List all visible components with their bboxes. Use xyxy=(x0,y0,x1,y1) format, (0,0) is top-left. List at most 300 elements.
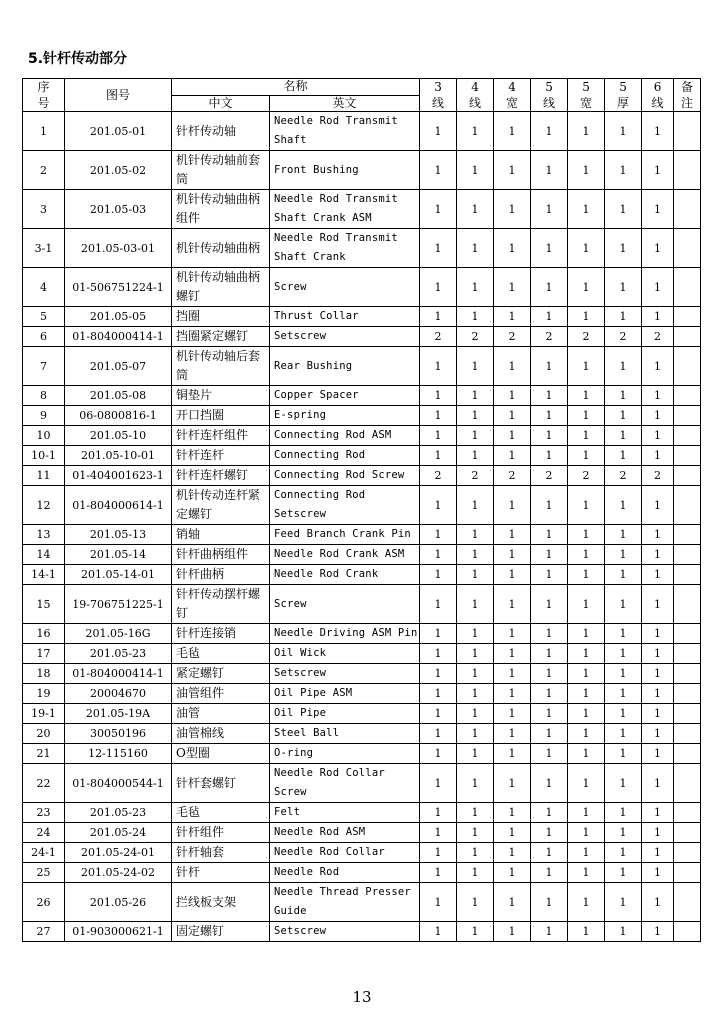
cell-qty: 1 xyxy=(531,744,568,764)
cell-name-cn: 针杆连杆 xyxy=(172,446,270,466)
section-title: 5.针杆传动部分 xyxy=(28,51,128,67)
cell-seq: 2 xyxy=(23,151,65,190)
cell-qty: 1 xyxy=(531,922,568,942)
cell-qty: 1 xyxy=(531,426,568,446)
cell-seq: 25 xyxy=(23,863,65,883)
cell-qty: 1 xyxy=(531,307,568,327)
cell-qty: 1 xyxy=(568,922,605,942)
cell-qty: 1 xyxy=(531,347,568,386)
cell-remark xyxy=(674,386,701,406)
cell-qty: 1 xyxy=(605,406,642,426)
cell-qty: 1 xyxy=(494,644,531,664)
cell-seq: 26 xyxy=(23,883,65,922)
cell-drawing-no: 12-115160 xyxy=(65,744,172,764)
table-row xyxy=(23,883,701,922)
cell-seq: 17 xyxy=(23,644,65,664)
table-row xyxy=(23,624,701,644)
cell-qty: 1 xyxy=(605,724,642,744)
cell-qty: 1 xyxy=(494,486,531,525)
cell-qty: 1 xyxy=(494,151,531,190)
cell-qty: 1 xyxy=(420,863,457,883)
cell-name-en: O-ring xyxy=(270,744,420,764)
cell-drawing-no: 20004670 xyxy=(65,684,172,704)
cell-name-en: Needle Rod Crank xyxy=(270,565,420,585)
cell-qty: 1 xyxy=(420,307,457,327)
cell-drawing-no: 01-804000614-1 xyxy=(65,486,172,525)
cell-name-en: Copper Spacer xyxy=(270,386,420,406)
cell-qty: 1 xyxy=(531,229,568,268)
cell-qty: 1 xyxy=(642,803,674,823)
table-row xyxy=(23,486,701,525)
cell-name-cn: 机针传动轴后套筒 xyxy=(172,347,270,386)
cell-qty: 1 xyxy=(605,426,642,446)
cell-qty: 1 xyxy=(642,190,674,229)
table-row xyxy=(23,268,701,307)
cell-qty: 1 xyxy=(420,151,457,190)
cell-qty: 1 xyxy=(420,545,457,565)
cell-name-cn: 机针传动轴曲柄螺钉 xyxy=(172,268,270,307)
cell-qty: 1 xyxy=(420,229,457,268)
cell-qty: 1 xyxy=(494,744,531,764)
cell-qty: 1 xyxy=(531,644,568,664)
cell-remark xyxy=(674,327,701,347)
cell-qty: 1 xyxy=(420,624,457,644)
header-seq: 序 号 xyxy=(23,79,65,112)
cell-qty: 2 xyxy=(420,466,457,486)
cell-name-cn: 油管 xyxy=(172,704,270,724)
cell-qty: 1 xyxy=(457,684,494,704)
cell-drawing-no: 201.05-14 xyxy=(65,545,172,565)
cell-qty: 1 xyxy=(457,229,494,268)
cell-qty: 1 xyxy=(457,545,494,565)
table-header xyxy=(23,79,701,112)
page-number: 13 xyxy=(352,988,372,1006)
table-row xyxy=(23,545,701,565)
cell-qty: 1 xyxy=(494,823,531,843)
cell-seq: 3 xyxy=(23,190,65,229)
table-row xyxy=(23,863,701,883)
cell-name-cn: 铜垫片 xyxy=(172,386,270,406)
cell-name-cn: 油管组件 xyxy=(172,684,270,704)
header-model-5-thick: 5 厚 xyxy=(605,79,642,112)
cell-qty: 1 xyxy=(531,764,568,803)
cell-remark xyxy=(674,724,701,744)
cell-qty: 1 xyxy=(494,883,531,922)
cell-name-en: Setscrew xyxy=(270,327,420,347)
cell-qty: 1 xyxy=(605,823,642,843)
cell-qty: 1 xyxy=(568,624,605,644)
cell-seq: 5 xyxy=(23,307,65,327)
cell-qty: 1 xyxy=(568,426,605,446)
cell-qty: 1 xyxy=(605,922,642,942)
cell-qty: 1 xyxy=(642,151,674,190)
cell-qty: 1 xyxy=(531,190,568,229)
cell-qty: 1 xyxy=(568,704,605,724)
cell-name-en: Thrust Collar xyxy=(270,307,420,327)
cell-drawing-no: 01-804000414-1 xyxy=(65,327,172,347)
cell-qty: 1 xyxy=(420,190,457,229)
cell-qty: 1 xyxy=(457,268,494,307)
cell-qty: 1 xyxy=(642,664,674,684)
table-row xyxy=(23,922,701,942)
cell-name-en: Screw xyxy=(270,268,420,307)
cell-qty: 1 xyxy=(642,764,674,803)
cell-qty: 1 xyxy=(457,565,494,585)
cell-qty: 1 xyxy=(494,112,531,151)
header-name: 名称 xyxy=(172,79,420,96)
cell-drawing-no: 201.05-07 xyxy=(65,347,172,386)
cell-drawing-no: 30050196 xyxy=(65,724,172,744)
cell-name-en: Connecting Rod ASM xyxy=(270,426,420,446)
cell-qty: 1 xyxy=(494,664,531,684)
cell-remark xyxy=(674,863,701,883)
cell-qty: 1 xyxy=(420,684,457,704)
cell-name-en: Oil Wick xyxy=(270,644,420,664)
cell-seq: 11 xyxy=(23,466,65,486)
table-row xyxy=(23,466,701,486)
cell-qty: 1 xyxy=(494,446,531,466)
cell-drawing-no: 01-903000621-1 xyxy=(65,922,172,942)
cell-qty: 1 xyxy=(531,585,568,624)
cell-qty: 1 xyxy=(605,585,642,624)
cell-name-cn: 拦线板支架 xyxy=(172,883,270,922)
cell-qty: 1 xyxy=(531,486,568,525)
cell-qty: 1 xyxy=(457,883,494,922)
cell-seq: 16 xyxy=(23,624,65,644)
table-row xyxy=(23,704,701,724)
cell-name-cn: 毛毡 xyxy=(172,803,270,823)
cell-qty: 1 xyxy=(420,644,457,664)
table-row xyxy=(23,190,701,229)
header-en: 英文 xyxy=(270,95,420,112)
cell-qty: 1 xyxy=(642,644,674,664)
cell-drawing-no: 01-804000544-1 xyxy=(65,764,172,803)
cell-qty: 1 xyxy=(420,525,457,545)
cell-name-cn: 针杆连杆螺钉 xyxy=(172,466,270,486)
cell-qty: 1 xyxy=(494,386,531,406)
cell-qty: 1 xyxy=(420,704,457,724)
cell-name-en: Steel Ball xyxy=(270,724,420,744)
cell-name-cn: 固定螺钉 xyxy=(172,922,270,942)
cell-qty: 1 xyxy=(605,843,642,863)
cell-seq: 9 xyxy=(23,406,65,426)
cell-remark xyxy=(674,347,701,386)
cell-qty: 1 xyxy=(531,843,568,863)
cell-remark xyxy=(674,624,701,644)
cell-qty: 1 xyxy=(568,724,605,744)
cell-qty: 1 xyxy=(605,486,642,525)
cell-qty: 1 xyxy=(420,386,457,406)
table-body xyxy=(23,112,701,942)
cell-qty: 1 xyxy=(531,112,568,151)
cell-seq: 14 xyxy=(23,545,65,565)
cell-qty: 1 xyxy=(457,724,494,744)
cell-drawing-no: 201.05-24-01 xyxy=(65,843,172,863)
cell-name-en: Feed Branch Crank Pin xyxy=(270,525,420,545)
cell-qty: 1 xyxy=(568,843,605,863)
cell-remark xyxy=(674,151,701,190)
cell-seq: 1 xyxy=(23,112,65,151)
cell-qty: 1 xyxy=(642,922,674,942)
cell-qty: 1 xyxy=(531,386,568,406)
cell-qty: 1 xyxy=(531,268,568,307)
cell-qty: 1 xyxy=(605,151,642,190)
table-row xyxy=(23,803,701,823)
cell-qty: 1 xyxy=(531,863,568,883)
cell-name-en: Setscrew xyxy=(270,664,420,684)
cell-seq: 24-1 xyxy=(23,843,65,863)
cell-remark xyxy=(674,922,701,942)
cell-qty: 1 xyxy=(642,843,674,863)
cell-qty: 1 xyxy=(605,704,642,724)
cell-qty: 1 xyxy=(457,585,494,624)
cell-qty: 2 xyxy=(605,327,642,347)
cell-qty: 1 xyxy=(457,307,494,327)
cell-name-cn: 挡圈 xyxy=(172,307,270,327)
cell-drawing-no: 201.05-01 xyxy=(65,112,172,151)
cell-name-cn: 机针传动轴曲柄 xyxy=(172,229,270,268)
cell-qty: 2 xyxy=(494,466,531,486)
cell-qty: 1 xyxy=(568,545,605,565)
cell-drawing-no: 201.05-24-02 xyxy=(65,863,172,883)
cell-drawing-no: 01-506751224-1 xyxy=(65,268,172,307)
cell-name-cn: 紧定螺钉 xyxy=(172,664,270,684)
cell-qty: 1 xyxy=(494,565,531,585)
cell-qty: 1 xyxy=(494,585,531,624)
cell-qty: 1 xyxy=(605,446,642,466)
table-row xyxy=(23,327,701,347)
cell-drawing-no: 201.05-19A xyxy=(65,704,172,724)
cell-qty: 1 xyxy=(568,268,605,307)
cell-qty: 1 xyxy=(494,863,531,883)
cell-qty: 1 xyxy=(457,446,494,466)
cell-qty: 1 xyxy=(605,664,642,684)
cell-qty: 1 xyxy=(420,922,457,942)
cell-name-cn: 针杆套螺钉 xyxy=(172,764,270,803)
cell-qty: 1 xyxy=(420,268,457,307)
cell-qty: 1 xyxy=(642,724,674,744)
header-model-3-line: 3 线 xyxy=(420,79,457,112)
cell-qty: 1 xyxy=(420,347,457,386)
cell-qty: 1 xyxy=(457,347,494,386)
cell-qty: 1 xyxy=(568,229,605,268)
header-drawing-no: 图号 xyxy=(65,79,172,112)
cell-name-en: Oil Pipe ASM xyxy=(270,684,420,704)
cell-qty: 1 xyxy=(568,112,605,151)
cell-remark xyxy=(674,112,701,151)
cell-qty: 1 xyxy=(494,307,531,327)
cell-qty: 1 xyxy=(642,446,674,466)
cell-qty: 1 xyxy=(531,545,568,565)
cell-qty: 1 xyxy=(457,704,494,724)
cell-qty: 1 xyxy=(642,585,674,624)
cell-qty: 1 xyxy=(494,724,531,744)
cell-qty: 1 xyxy=(568,525,605,545)
cell-qty: 1 xyxy=(568,664,605,684)
cell-qty: 1 xyxy=(494,843,531,863)
cell-qty: 2 xyxy=(457,466,494,486)
cell-qty: 2 xyxy=(642,327,674,347)
cell-qty: 1 xyxy=(531,684,568,704)
cell-qty: 1 xyxy=(642,386,674,406)
table-row xyxy=(23,386,701,406)
cell-seq: 15 xyxy=(23,585,65,624)
table-row xyxy=(23,565,701,585)
cell-name-cn: 针杆曲柄组件 xyxy=(172,545,270,565)
cell-qty: 1 xyxy=(568,644,605,664)
cell-drawing-no: 19-706751225-1 xyxy=(65,585,172,624)
cell-remark xyxy=(674,486,701,525)
cell-seq: 10-1 xyxy=(23,446,65,466)
cell-qty: 1 xyxy=(494,803,531,823)
cell-name-cn: 机针传动连杆紧定螺钉 xyxy=(172,486,270,525)
header-model-4-wide: 4 宽 xyxy=(494,79,531,112)
cell-name-en: Needle Driving ASM Pin xyxy=(270,624,420,644)
cell-name-en: Setscrew xyxy=(270,922,420,942)
cell-qty: 1 xyxy=(420,585,457,624)
table-row xyxy=(23,585,701,624)
cell-qty: 1 xyxy=(531,724,568,744)
cell-name-en: Connecting Rod Setscrew xyxy=(270,486,420,525)
cell-qty: 1 xyxy=(642,307,674,327)
cell-name-en: E-spring xyxy=(270,406,420,426)
cell-remark xyxy=(674,565,701,585)
table-row xyxy=(23,426,701,446)
cell-remark xyxy=(674,823,701,843)
cell-seq: 23 xyxy=(23,803,65,823)
header-model-4-line: 4 线 xyxy=(457,79,494,112)
cell-name-en: Connecting Rod Screw xyxy=(270,466,420,486)
cell-qty: 1 xyxy=(494,684,531,704)
cell-drawing-no: 201.05-03 xyxy=(65,190,172,229)
cell-remark xyxy=(674,644,701,664)
cell-name-cn: 针杆轴套 xyxy=(172,843,270,863)
cell-drawing-no: 201.05-24 xyxy=(65,823,172,843)
cell-qty: 1 xyxy=(420,112,457,151)
cell-qty: 1 xyxy=(605,268,642,307)
cell-qty: 1 xyxy=(531,406,568,426)
cell-qty: 1 xyxy=(457,386,494,406)
cell-qty: 1 xyxy=(605,883,642,922)
cell-qty: 1 xyxy=(642,426,674,446)
cell-qty: 1 xyxy=(531,664,568,684)
cell-qty: 1 xyxy=(642,883,674,922)
cell-drawing-no: 201.05-10-01 xyxy=(65,446,172,466)
cell-qty: 1 xyxy=(420,843,457,863)
header-cn: 中文 xyxy=(172,95,270,112)
cell-drawing-no: 06-0800816-1 xyxy=(65,406,172,426)
cell-remark xyxy=(674,803,701,823)
cell-qty: 1 xyxy=(642,624,674,644)
cell-remark xyxy=(674,268,701,307)
cell-seq: 22 xyxy=(23,764,65,803)
cell-drawing-no: 201.05-08 xyxy=(65,386,172,406)
cell-seq: 20 xyxy=(23,724,65,744)
cell-qty: 1 xyxy=(494,624,531,644)
cell-qty: 1 xyxy=(642,863,674,883)
table-row xyxy=(23,406,701,426)
cell-qty: 1 xyxy=(494,347,531,386)
cell-qty: 1 xyxy=(457,644,494,664)
cell-name-en: Needle Rod Collar xyxy=(270,843,420,863)
cell-qty: 1 xyxy=(420,664,457,684)
header-model-5-line: 5 线 xyxy=(531,79,568,112)
cell-seq: 27 xyxy=(23,922,65,942)
cell-name-en: Screw xyxy=(270,585,420,624)
cell-qty: 1 xyxy=(568,151,605,190)
cell-qty: 1 xyxy=(531,565,568,585)
header-remark: 备 注 xyxy=(674,79,701,112)
cell-drawing-no: 201.05-14-01 xyxy=(65,565,172,585)
cell-qty: 1 xyxy=(568,744,605,764)
cell-drawing-no: 201.05-23 xyxy=(65,803,172,823)
cell-qty: 1 xyxy=(531,823,568,843)
cell-qty: 1 xyxy=(457,664,494,684)
cell-name-en: Needle Thread Presser Guide xyxy=(270,883,420,922)
cell-qty: 1 xyxy=(642,486,674,525)
cell-remark xyxy=(674,446,701,466)
cell-name-cn: 毛毡 xyxy=(172,644,270,664)
cell-name-cn: 挡圈紧定螺钉 xyxy=(172,327,270,347)
cell-qty: 2 xyxy=(457,327,494,347)
cell-name-cn: 针杆曲柄 xyxy=(172,565,270,585)
cell-qty: 1 xyxy=(457,190,494,229)
cell-name-en: Needle Rod Transmit Shaft xyxy=(270,112,420,151)
cell-qty: 1 xyxy=(568,190,605,229)
cell-qty: 1 xyxy=(605,112,642,151)
cell-qty: 1 xyxy=(568,347,605,386)
cell-qty: 1 xyxy=(642,744,674,764)
cell-remark xyxy=(674,307,701,327)
cell-remark xyxy=(674,585,701,624)
cell-drawing-no: 201.05-23 xyxy=(65,644,172,664)
cell-qty: 1 xyxy=(605,684,642,704)
cell-qty: 1 xyxy=(531,624,568,644)
table-row xyxy=(23,307,701,327)
cell-qty: 1 xyxy=(531,883,568,922)
cell-name-cn: 针杆传动轴 xyxy=(172,112,270,151)
cell-qty: 1 xyxy=(605,545,642,565)
cell-qty: 2 xyxy=(568,327,605,347)
cell-drawing-no: 201.05-10 xyxy=(65,426,172,446)
cell-qty: 1 xyxy=(531,446,568,466)
cell-remark xyxy=(674,843,701,863)
cell-remark xyxy=(674,764,701,803)
cell-qty: 1 xyxy=(568,684,605,704)
cell-seq: 13 xyxy=(23,525,65,545)
cell-qty: 2 xyxy=(531,327,568,347)
cell-qty: 2 xyxy=(531,466,568,486)
cell-seq: 10 xyxy=(23,426,65,446)
cell-drawing-no: 201.05-13 xyxy=(65,525,172,545)
table-row xyxy=(23,744,701,764)
cell-qty: 1 xyxy=(420,406,457,426)
cell-qty: 1 xyxy=(494,190,531,229)
cell-qty: 1 xyxy=(457,764,494,803)
cell-remark xyxy=(674,466,701,486)
table-row xyxy=(23,446,701,466)
cell-qty: 1 xyxy=(420,744,457,764)
cell-remark xyxy=(674,684,701,704)
cell-qty: 1 xyxy=(531,525,568,545)
cell-qty: 1 xyxy=(457,112,494,151)
cell-qty: 1 xyxy=(568,386,605,406)
cell-qty: 1 xyxy=(568,803,605,823)
cell-qty: 1 xyxy=(605,624,642,644)
table-row xyxy=(23,684,701,704)
table-row xyxy=(23,664,701,684)
cell-qty: 1 xyxy=(568,307,605,327)
